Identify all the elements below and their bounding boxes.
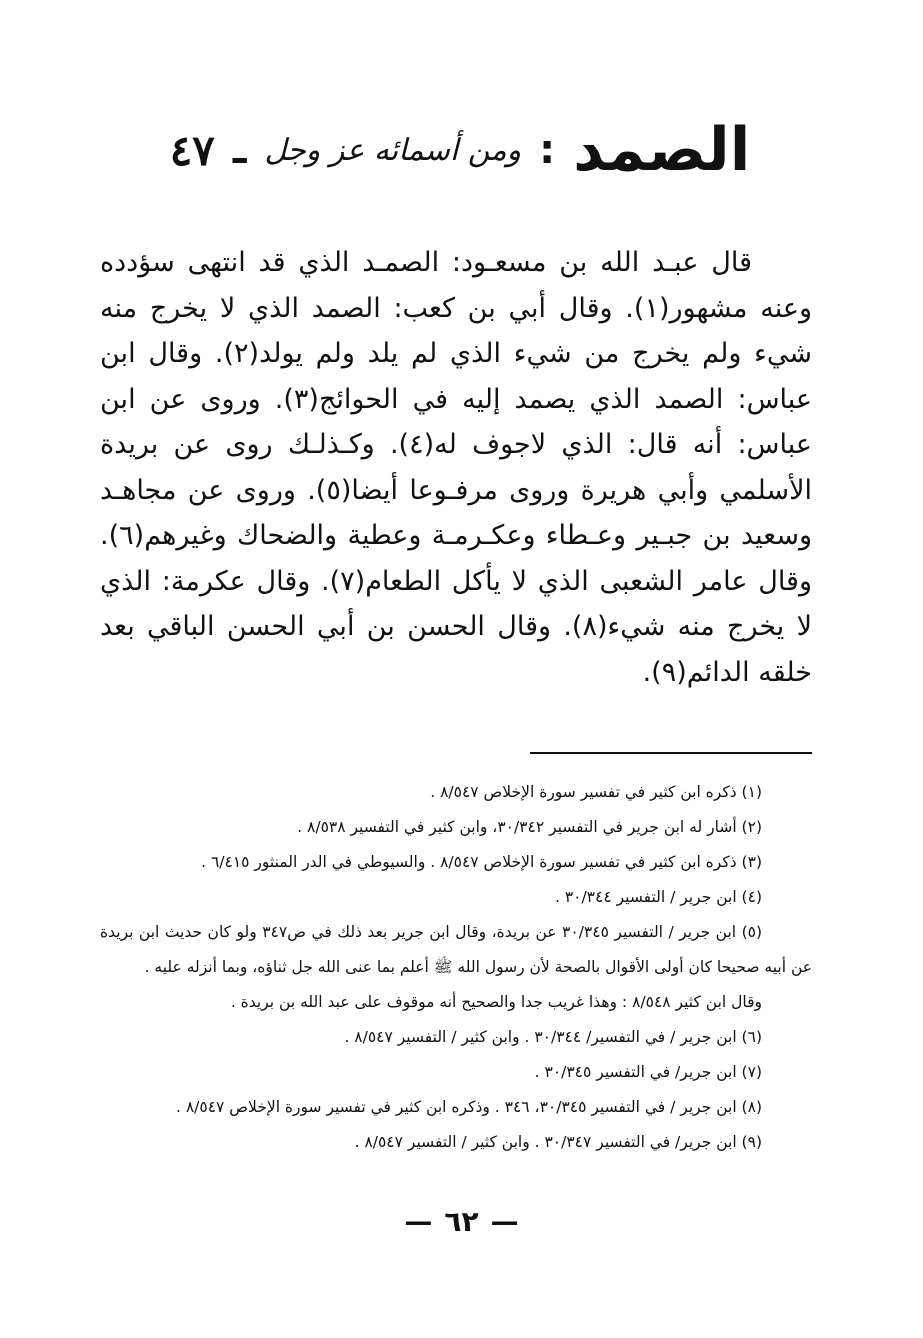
footnote-ref: (٨) [571, 611, 608, 642]
footnote-ref: (٩) [651, 656, 687, 688]
footnote-3: (٣) ذكره ابن كثير في تفسير سورة الإخلاص ٨/٥٤٧ . والسيوطي في الدر المنثور ٦/٤١٥ . [201, 853, 762, 871]
heading-prefix: ومن أسمائه عز وجل [264, 132, 522, 168]
footnote-6: (٦) ابن جرير / في التفسير/ ٣٠/٣٤٤ . وابن كثير / التفسير ٨/٥٤٧ . [344, 1028, 762, 1046]
heading-colon: : [539, 127, 556, 173]
body-segment: . وروى عن مجاهـد وسعيد بن جبـير وعـطاء وعكـرمـة وعطية والضحاك وغيرهم [100, 474, 812, 551]
body-segment: . وقال عكرمة: الذي لا يخرج منه شيء [100, 565, 813, 642]
body-segment: . وقال أبي بن كعب: الصمد الذي لا يخرج منه شيء ولم يخرج من شيء الذي لم يلد ولم يولد [100, 292, 812, 369]
footnote-5-continuation: وقال ابن كثير ٨/٥٤٨ : وهذا غريب جدا والصحيح أنه موقوف على عبد الله بن بريدة . [230, 993, 762, 1011]
section-number: ٤٧ [169, 125, 215, 175]
main-paragraph [100, 240, 812, 695]
body-segment: قال عبـد الله بن مسعـود: الصمـد الذي قد انتهى سؤدده وعنه مشهور [100, 247, 812, 324]
body-segment: . وقال الحسن بن أبي الحسن الباقي بعد خلقه الدائم [100, 611, 812, 688]
section-heading [150, 105, 770, 195]
footnote-4: (٤) ابن جرير / التفسير ٣٠/٣٤٤ . [554, 888, 762, 906]
footnote-ref: (٣) [283, 383, 319, 415]
body-segment: . وكـذلـك روى عن بريدة الأسلمي وأبي هريرة وروى مرفـوعا أيضا [100, 429, 812, 506]
footnote-ref: (٥) [315, 474, 352, 506]
page-number-dash-left: — [404, 1205, 433, 1238]
footnote-divider [530, 752, 812, 754]
page-number-value: ٦٢ [444, 1205, 479, 1238]
footnote-1: (١) ذكره ابن كثير في تفسير سورة الإخلاص ٨/٥٤٧ . [430, 783, 762, 801]
body-segment: . وروى عن ابن عباس: أنه قال: الذي لاجوف له [100, 383, 812, 460]
divine-name-title: الصمد [573, 115, 751, 185]
page-number-dash-right: — [490, 1205, 519, 1238]
footnote-2: (٢) أشار له ابن جرير في التفسير ٣٠/٣٤٢، وابن كثير في التفسير ٨/٥٣٨ . [297, 818, 762, 836]
footnote-ref: (٤) [398, 429, 435, 460]
body-segment: . وقال عامر الشعبى الذي لا يأكل الطعام [100, 520, 813, 597]
footnotes [100, 775, 812, 1160]
footnote-ref: (٢) [223, 338, 260, 369]
body-segment: . وقال ابن عباس: الصمد الذي يصمد إليه في الحوائج [100, 338, 813, 415]
heading-dash: ـ [232, 127, 247, 173]
body-segment: . [642, 656, 652, 688]
footnote-ref: (١) [633, 292, 670, 324]
footnote-9: (٩) ابن جرير/ في التفسير ٣٠/٣٤٧ . وابن كثير / التفسير ٨/٥٤٧ . [354, 1133, 762, 1151]
footnote-ref: (٦) [108, 520, 145, 551]
footnote-8: (٨) ابن جرير / في التفسير ٣٠/٣٤٥، ٣٤٦ . وذكره ابن كثير في تفسير سورة الإخلاص ٨/٥٤٧ . [175, 1098, 762, 1116]
page-number [0, 1205, 923, 1238]
footnote-7: (٧) ابن جرير/ في التفسير ٣٠/٣٤٥ . [534, 1063, 762, 1081]
footnote-ref: (٧) [329, 565, 366, 597]
footnote-5: (٥) ابن جرير / التفسير ٣٠/٣٤٥ عن بريدة، وقال ابن جرير بعد ذلك في ص٣٤٧ ولو كان حديث ابن بريدة عن أبيه صحيحا كان أولى الأقوال بالصحة لأن رسول الله ﷺ أعلم بما عنى الله جل ثناؤه، وبما أنزله عليه . [100, 923, 812, 976]
